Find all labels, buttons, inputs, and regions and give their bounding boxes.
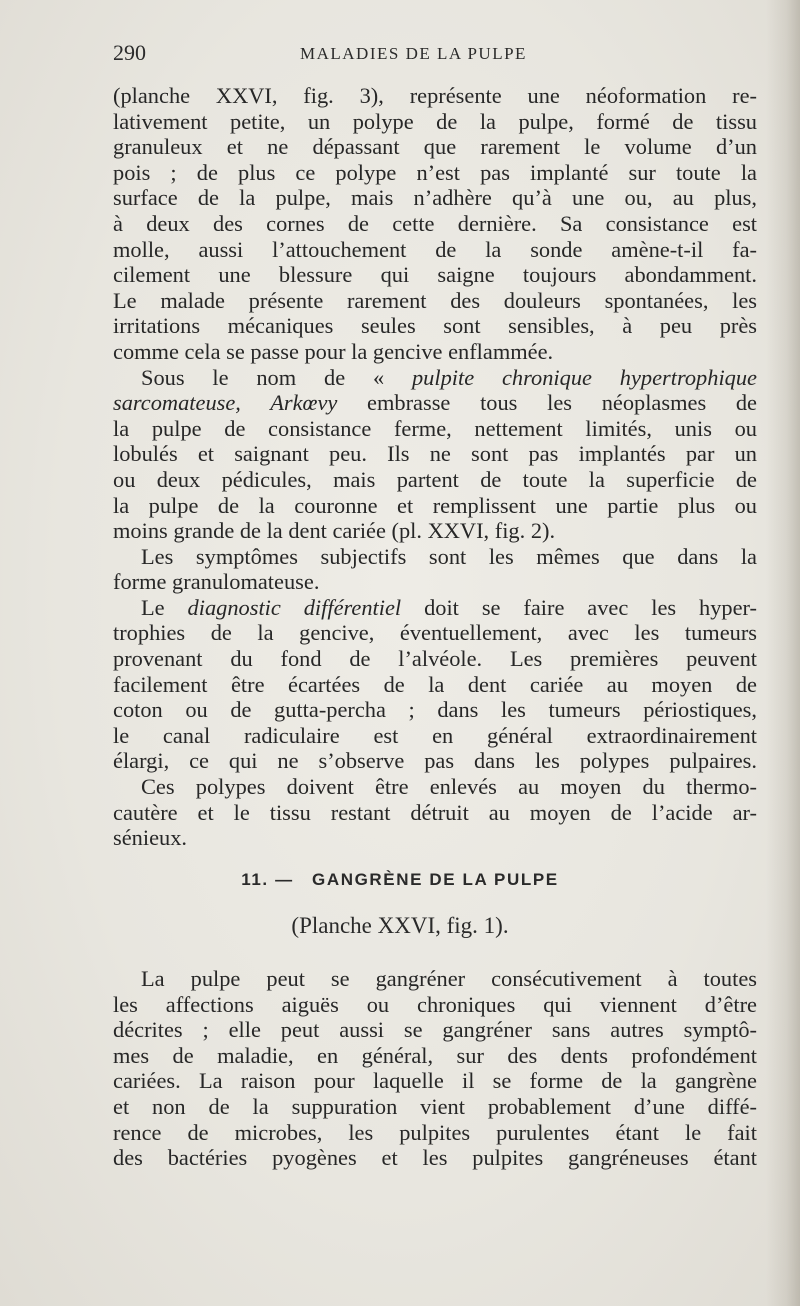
- text-line: la pulpe de la couronne et remplissent une partie plus ou: [113, 492, 757, 518]
- text-line: molle, aussi l’attouchement de la sonde amène-t-il fa-: [113, 236, 757, 262]
- text-line: irritations mécaniques seules sont sensibles, à peu près: [113, 313, 757, 339]
- text-line: trophies de la gencive, éventuellement, avec les tumeurs: [113, 620, 757, 646]
- text-run: Sous le nom de «: [141, 364, 412, 390]
- text-run: Le: [141, 594, 188, 620]
- running-title: MALADIES DE LA PULPE: [300, 44, 527, 63]
- text-line: coton ou de gutta-percha ; dans les tumeurs périostiques,: [113, 697, 757, 723]
- italic-term: diagnostic différentiel: [187, 594, 402, 620]
- text-line: rence de microbes, les pulpites purulentes étant le fait: [113, 1119, 757, 1145]
- section-number: 11. —: [241, 870, 294, 889]
- text-line: granuleux et ne dépassant que rarement le volume d’un: [113, 134, 757, 160]
- text-line: moins grande de la dent cariée (pl. XXVI, fig. 2).: [113, 518, 556, 544]
- text-line: cariées. La raison pour laquelle il se forme de la gangrène: [113, 1068, 757, 1094]
- text-line: (planche XXVI, fig. 3), représente une néoformation re-: [113, 83, 757, 108]
- page-edge-shadow: [766, 0, 800, 1306]
- text-line: Ces polypes doivent être enlevés au moyen du thermo-: [141, 774, 757, 800]
- text-line: Le malade présente rarement des douleurs spontanées, les: [113, 287, 757, 313]
- text-line: La pulpe peut se gangréner consécutivement à toutes: [141, 966, 757, 991]
- text-line: [113, 595, 757, 621]
- text-line: décrites ; elle peut aussi se gangréner sans autres symptô-: [113, 1017, 757, 1043]
- text-line: ou deux pédicules, mais partent de toute la superficie de: [113, 466, 757, 492]
- text-line: la pulpe de consistance ferme, nettement limités, unis ou: [113, 415, 757, 441]
- italic-term: sarcomateuse, Arkœvy: [113, 390, 338, 416]
- running-head: [113, 40, 763, 70]
- page-number: 290: [113, 40, 146, 65]
- text-line: lobulés et saignant peu. Ils ne sont pas implantés par un: [113, 441, 757, 467]
- text-line: à deux des cornes de cette dernière. Sa consistance est: [113, 210, 757, 236]
- text-line: des bactéries pyogènes et les pulpites gangréneuses étant: [113, 1145, 757, 1171]
- text-line: Les symptômes subjectifs sont les mêmes que dans la: [141, 543, 757, 569]
- text-line: surface de la pulpe, mais n’adhère qu’à une ou, au plus,: [113, 185, 757, 211]
- section-title: GANGRÈNE DE LA PULPE: [312, 870, 559, 889]
- body-text-block-2: [113, 966, 757, 1171]
- text-line: cautère et le tissu restant détruit au moyen de l’acide ar-: [113, 799, 757, 825]
- text-line: mes de maladie, en général, sur des dents profondément: [113, 1042, 757, 1068]
- text-line: cilement une blessure qui saigne toujours abondamment.: [113, 262, 757, 288]
- text-line: les affections aiguës ou chroniques qui viennent d’être: [113, 991, 757, 1017]
- text-run: embrasse tous les néoplasmes de: [337, 390, 757, 416]
- text-line: comme cela se passe pour la gencive enflammée.: [113, 338, 554, 364]
- section-heading: [0, 870, 800, 890]
- text-line: provenant du fond de l’alvéole. Les premières peuvent: [113, 646, 757, 672]
- text-line: sénieux.: [113, 825, 187, 851]
- text-run: doit se faire avec les hyper-: [401, 594, 757, 620]
- text-line: pois ; de plus ce polype n’est pas implanté sur toute la: [113, 159, 757, 185]
- text-line: et non de la suppuration vient probablement d’une diffé-: [113, 1093, 757, 1119]
- section-subtitle: (Planche XXVI, fig. 1).: [291, 913, 509, 938]
- text-line: lativement petite, un polype de la pulpe, formé de tissu: [113, 108, 757, 134]
- text-line: facilement être écartées de la dent cariée au moyen de: [113, 671, 757, 697]
- text-line: forme granulomateuse.: [113, 569, 320, 595]
- text-line: élargi, ce qui ne s’observe pas dans les polypes pulpaires.: [113, 748, 757, 774]
- body-text-block: [113, 83, 757, 851]
- italic-term: pulpite chronique hypertrophique: [411, 364, 757, 390]
- text-line: [113, 365, 757, 391]
- text-line: [113, 390, 757, 416]
- text-line: le canal radiculaire est en général extraordinairement: [113, 722, 757, 748]
